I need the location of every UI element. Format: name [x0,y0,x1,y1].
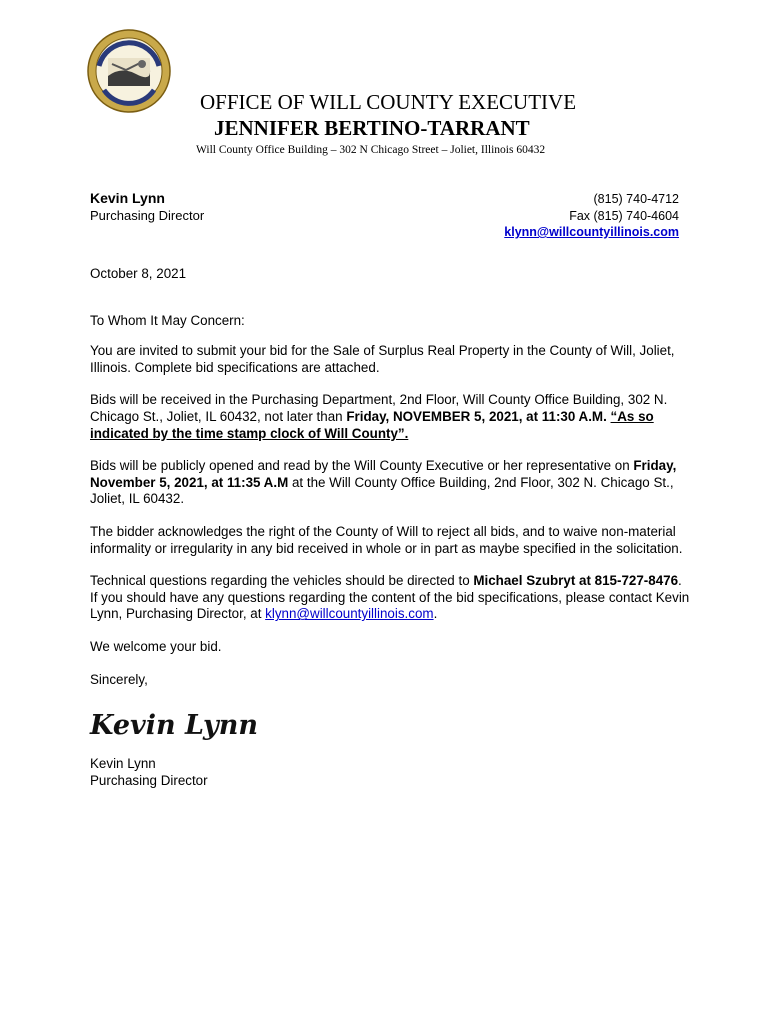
signer-title: Purchasing Director [90,772,208,788]
signer-name: Kevin Lynn [90,756,156,772]
sender-title: Purchasing Director [90,208,205,223]
signature-text: Kevin Lynn [90,710,258,742]
deadline-text: Bids will be received in the Purchasing Department, 2nd Floor, Will County Office Building, 302 N. Chicago St., Joliet, IL 60432, not later than [90,392,668,424]
email-link[interactable]: klynn@willcountyillinois.com [504,225,679,239]
deadline-date: Friday, NOVEMBER 5, 2021, at 11:30 A.M. [346,408,611,424]
letter-body [90,266,690,789]
sender-name: Kevin Lynn [90,190,165,206]
executive-name: JENNIFER BERTINO-TARRANT [214,116,530,140]
questions-text: Technical questions regarding the vehicles should be directed to [90,573,474,589]
paragraph-bid-deadline [90,392,690,442]
opening-location: at the Will County Office Building, 2nd Floor, 302 N. Chicago St., Joliet, IL 60432. [90,474,674,507]
paragraph-welcome: We welcome your bid. [90,638,222,654]
questions-text-2: . If you should have any questions regarding the content of the bid specifications, please contact Kevin Lynn, Purchasing Director, at [90,573,690,622]
paragraph-invitation: You are invited to submit your bid for the Sale of Surplus Real Property in the County of Will, Joliet, Illinois. Complete bid specifications are attached. [90,343,675,375]
paragraph-questions [90,573,690,623]
contact-block [504,191,679,241]
signature [90,702,690,748]
closing: Sincerely, [90,671,148,687]
sender-block [90,190,204,224]
office-address: Will County Office Building – 302 N Chicago Street – Joliet, Illinois 60432 [196,144,546,156]
letter-date: October 8, 2021 [90,266,187,281]
opening-date: Friday, November 5, 2021, at 11:35 A.M [90,458,677,490]
time-stamp-note: “As so indicated by the time stamp clock of Will County”. [90,408,654,441]
technical-contact: Michael Szubryt at 815-727-8476 [473,573,679,589]
fax-number: Fax (815) 740-4604 [569,208,679,223]
paragraph-acknowledgement: The bidder acknowledges the right of the County of Will to reject all bids, and to waive non-material informality or irregularity in any bid received in whole or in part as maybe specified in the solicitation. [90,523,683,556]
will-county-seal-icon [86,28,172,114]
office-title: OFFICE OF WILL COUNTY EXECUTIVE [200,90,577,114]
salutation: To Whom It May Concern: [90,312,245,328]
phone-number: (815) 740-4712 [593,192,679,206]
contact-email-link[interactable]: klynn@willcountyillinois.com [265,606,434,622]
questions-end: . [433,606,438,622]
paragraph-bid-opening [90,458,690,508]
opening-text: Bids will be publicly opened and read by the Will County Executive or her representative on [90,458,634,474]
